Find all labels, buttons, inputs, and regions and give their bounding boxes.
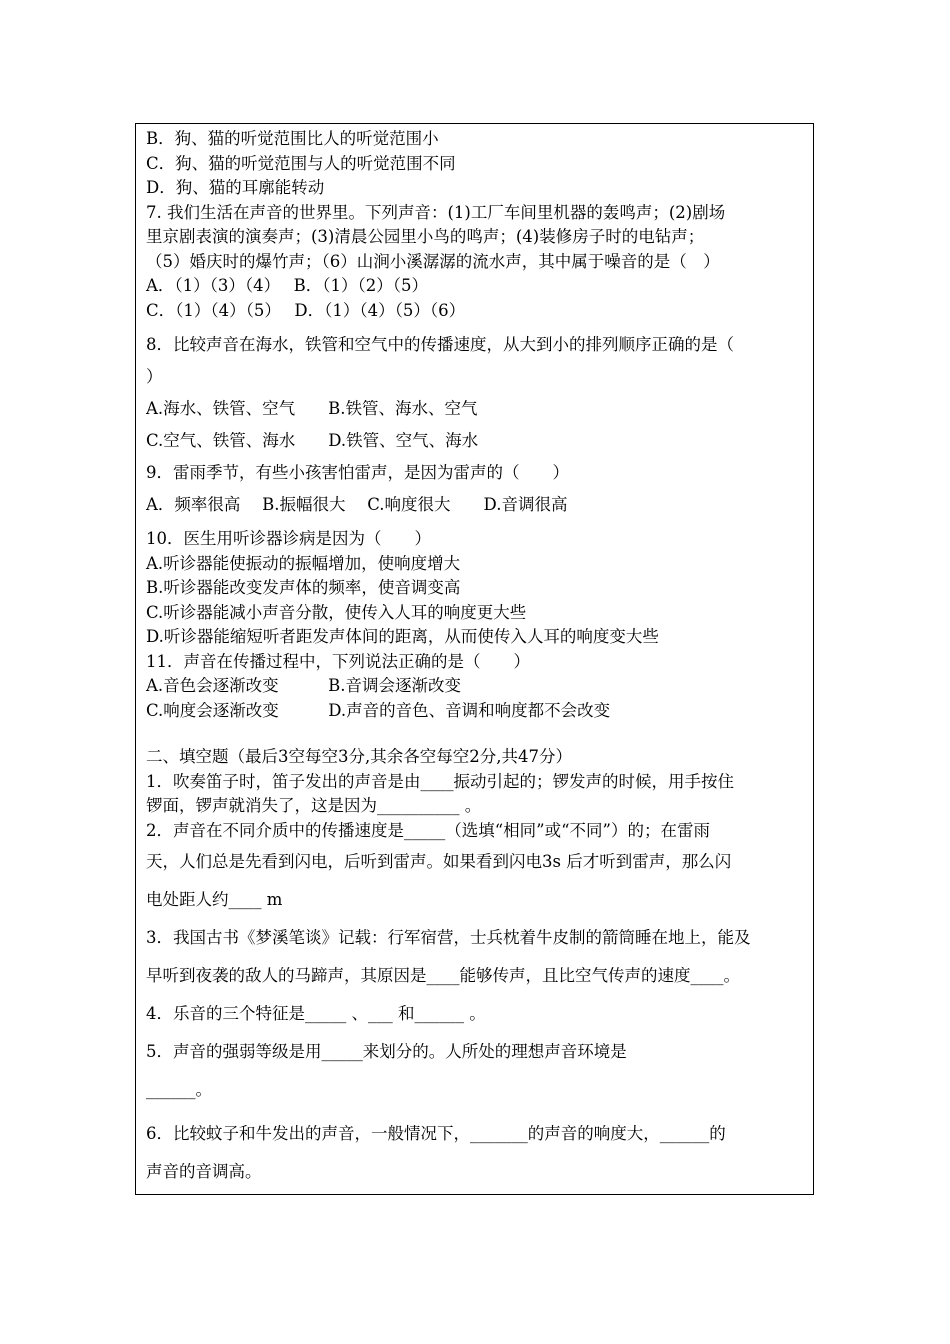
q7-options-cd: C．（1）（4）（5） D．（1）（4）（5）（6） (146, 300, 466, 320)
q10-option-d: D.听诊器能缩短听者距发声体间的距离，从而使传入人耳的响度变大些 (146, 627, 659, 646)
q9-stem: 9．雷雨季节，有些小孩害怕雷声，是因为雷声的（ ） (146, 463, 569, 482)
q10-option-a: A.听诊器能使振动的振幅增加，使响度增大 (146, 553, 461, 573)
fill5-line1: 5．声音的强弱等级是用_____来划分的。人所处的理想声音环境是 (146, 1042, 627, 1061)
q6-option-d: D．狗、猫的耳廓能转动 (146, 178, 325, 197)
fill2-line2: 天，人们总是先看到闪电，后听到雷声。如果看到闪电3s 后才听到雷声，那么闪 (146, 852, 732, 871)
q7-stem-line2: 里京剧表演的演奏声；(3)清晨公园里小鸟的鸣声；(4)装修房子时的电钻声； (146, 227, 705, 246)
q8-options-ab: A.海水、铁管、空气 B.铁管、海水、空气 (146, 399, 478, 418)
worksheet-frame (135, 123, 814, 1195)
q10-option-b: B.听诊器能改变发声体的频率，使音调变高 (146, 578, 461, 597)
q6-option-b: B．狗、猫的听觉范围比人的听觉范围小 (146, 129, 439, 148)
fill6-line2: 声音的音调高。 (146, 1162, 262, 1181)
fill6-line1: 6．比较蚊子和牛发出的声音，一般情况下，_______的声音的响度大，______的 (146, 1124, 726, 1143)
fill2-line1: 2．声音在不同介质中的传播速度是_____（选填“相同”或“不同”）的；在雷雨 (146, 820, 710, 840)
q6-option-c: C．狗、猫的听觉范围与人的听觉范围不同 (146, 153, 456, 173)
q7-options-ab: A．（1）（3）（4） B．（1）（2）（5） (146, 276, 429, 295)
fill3-line2: 早听到夜袭的敌人的马蹄声，其原因是____能够传声，且比空气传声的速度____。 (146, 966, 740, 985)
fill3-line1: 3．我国古书《梦溪笔谈》记载：行军宿营，士兵枕着牛皮制的箭筒睡在地上，能及 (146, 928, 751, 947)
fill5-line2: ______。 (146, 1080, 212, 1099)
fill4-line1: 4．乐音的三个特征是_____ 、___ 和______ 。 (146, 1004, 486, 1023)
q8-stem-line1: 8．比较声音在海水，铁管和空气中的传播速度，从大到小的排列顺序正确的是（ (146, 335, 734, 354)
fill1-line2: 锣面，锣声就消失了，这是因为__________ 。 (146, 796, 482, 815)
fill2-line3: 电处距人约____ m (146, 890, 283, 909)
q11-options-ab: A.音色会逐渐改变 B.音调会逐渐改变 (146, 676, 462, 695)
q10-stem: 10．医生用听诊器诊病是因为（ ） (146, 529, 431, 548)
q7-stem-line3: （5）婚庆时的爆竹声；（6）山涧小溪潺潺的流水声，其中属于噪音的是（ ） (146, 251, 720, 271)
q7-stem-line1: 7. 我们生活在声音的世界里。下列声音：(1)工厂车间里机器的轰鸣声；(2)剧场 (146, 202, 726, 222)
section2-title: 二、填空题（最后3空每空3分,其余各空每空2分,共47分） (146, 747, 572, 766)
q9-options: A．频率很高 B.振幅很大 C.响度很大 D.音调很高 (146, 495, 568, 514)
q8-options-cd: C.空气、铁管、海水 D.铁管、空气、海水 (146, 431, 479, 450)
fill1-line1: 1．吹奏笛子时，笛子发出的声音是由____振动引起的；锣发声的时候，用手按住 (146, 771, 734, 791)
q8-stem-line2: ） (146, 367, 163, 386)
q11-stem: 11．声音在传播过程中，下列说法正确的是（ ） (146, 651, 530, 671)
q10-option-c: C.听诊器能减小声音分散，使传入人耳的响度更大些 (146, 602, 527, 622)
q11-options-cd: C.响度会逐渐改变 D.声音的音色、音调和响度都不会改变 (146, 700, 611, 720)
